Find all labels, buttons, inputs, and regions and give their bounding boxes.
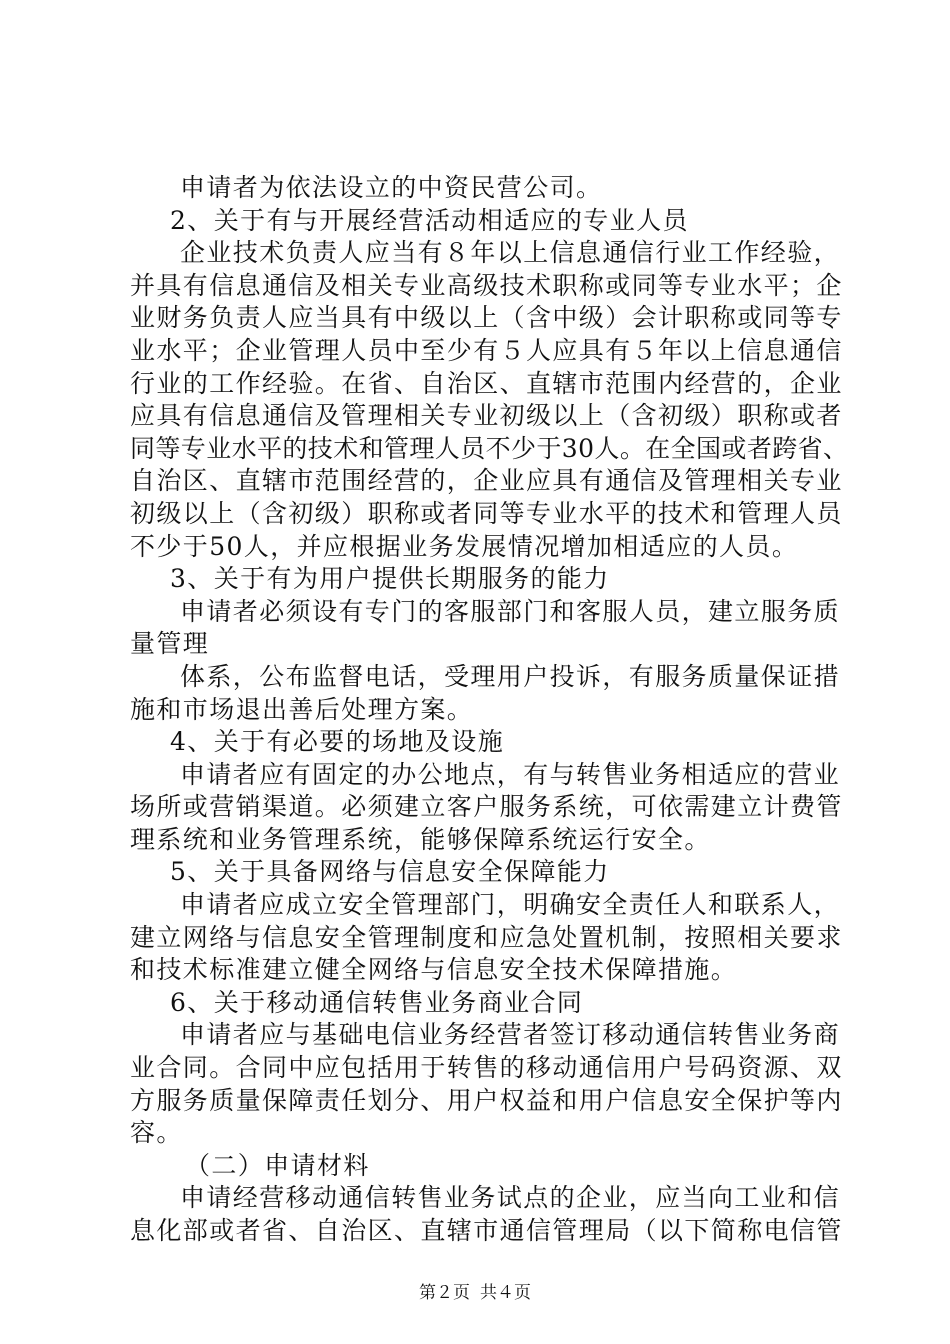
paragraph-line: 业合同。合同中应包括用于转售的移动通信用户号码资源、双 xyxy=(130,1053,843,1083)
paragraph-line: 理系统和业务管理系统，能够保障系统运行安全。 xyxy=(130,824,711,854)
section-heading: 3、关于有为用户提供长期服务的能力 xyxy=(170,564,610,594)
paragraph-line: 自治区、直辖市范围经营的，企业应具有通信及管理相关专业 xyxy=(130,466,843,496)
paragraph-line: 场所或营销渠道。必须建立客户服务系统，可依需建立计费管 xyxy=(130,792,843,822)
paragraph-line: 业水平；企业管理人员中至少有５人应具有５年以上信息通信 xyxy=(130,335,843,365)
paragraph-line: 不少于50人，并应根据业务发展情况增加相适应的人员。 xyxy=(130,531,799,561)
page-footer xyxy=(0,1283,950,1303)
paragraph-line: 并具有信息通信及相关专业高级技术职称或同等专业水平；企 xyxy=(130,270,843,300)
paragraph-line: 业财务负责人应当具有中级以上（含中级）会计职称或同等专 xyxy=(130,303,843,333)
paragraph-line: 方服务质量保障责任划分、用户权益和用户信息安全保护等内 xyxy=(130,1085,843,1115)
paragraph-line: 企业技术负责人应当有８年以上信息通信行业工作经验， xyxy=(180,238,841,268)
paragraph-line: 量管理 xyxy=(130,629,210,659)
paragraph-line: 申请者应与基础电信业务经营者签订移动通信转售业务商 xyxy=(180,1020,841,1050)
paragraph-line: 体系，公布监督电话，受理用户投诉，有服务质量保证措 xyxy=(180,661,841,691)
section-heading: 6、关于移动通信转售业务商业合同 xyxy=(170,987,584,1017)
paragraph-line: 施和市场退出善后处理方案。 xyxy=(130,694,474,724)
paragraph-line: 行业的工作经验。在省、自治区、直辖市范围内经营的，企业 xyxy=(130,368,843,398)
paragraph-line: 申请者应成立安全管理部门，明确安全责任人和联系人， xyxy=(180,890,841,920)
section-heading: 2、关于有与开展经营活动相适应的专业人员 xyxy=(170,205,689,235)
paragraph-line: 建立网络与信息安全管理制度和应急处置机制，按照相关要求 xyxy=(130,922,843,952)
paragraph-line: 容。 xyxy=(130,1118,183,1148)
document-body xyxy=(130,172,849,1248)
paragraph-line: 息化部或者省、自治区、直辖市通信管理局（以下简称电信管 xyxy=(130,1216,843,1245)
page-total: 共４页 xyxy=(480,1283,531,1303)
paragraph-line: 初级以上（含初级）职称或者同等专业水平的技术和管理人员 xyxy=(130,498,843,528)
section-heading: 5、关于具备网络与信息安全保障能力 xyxy=(170,857,610,887)
section-heading: （二）申请材料 xyxy=(185,1150,370,1180)
section-heading: 4、关于有必要的场地及设施 xyxy=(170,727,505,757)
paragraph-line: 申请经营移动通信转售业务试点的企业，应当向工业和信 xyxy=(180,1183,841,1213)
paragraph-line: 和技术标准建立健全网络与信息安全技术保障措施。 xyxy=(130,955,738,985)
page-number: 第２页 xyxy=(419,1283,470,1303)
paragraph-line: 应具有信息通信及管理相关专业初级以上（含初级）职称或者 xyxy=(130,401,843,431)
paragraph-line: 申请者为依法设立的中资民营公司。 xyxy=(180,173,603,202)
paragraph-line: 申请者必须设有专门的客服部门和客服人员，建立服务质 xyxy=(180,596,841,626)
paragraph-line: 申请者应有固定的办公地点，有与转售业务相适应的营业 xyxy=(180,759,841,789)
paragraph-line: 同等专业水平的技术和管理人员不少于30人。在全国或者跨省、 xyxy=(130,433,849,463)
